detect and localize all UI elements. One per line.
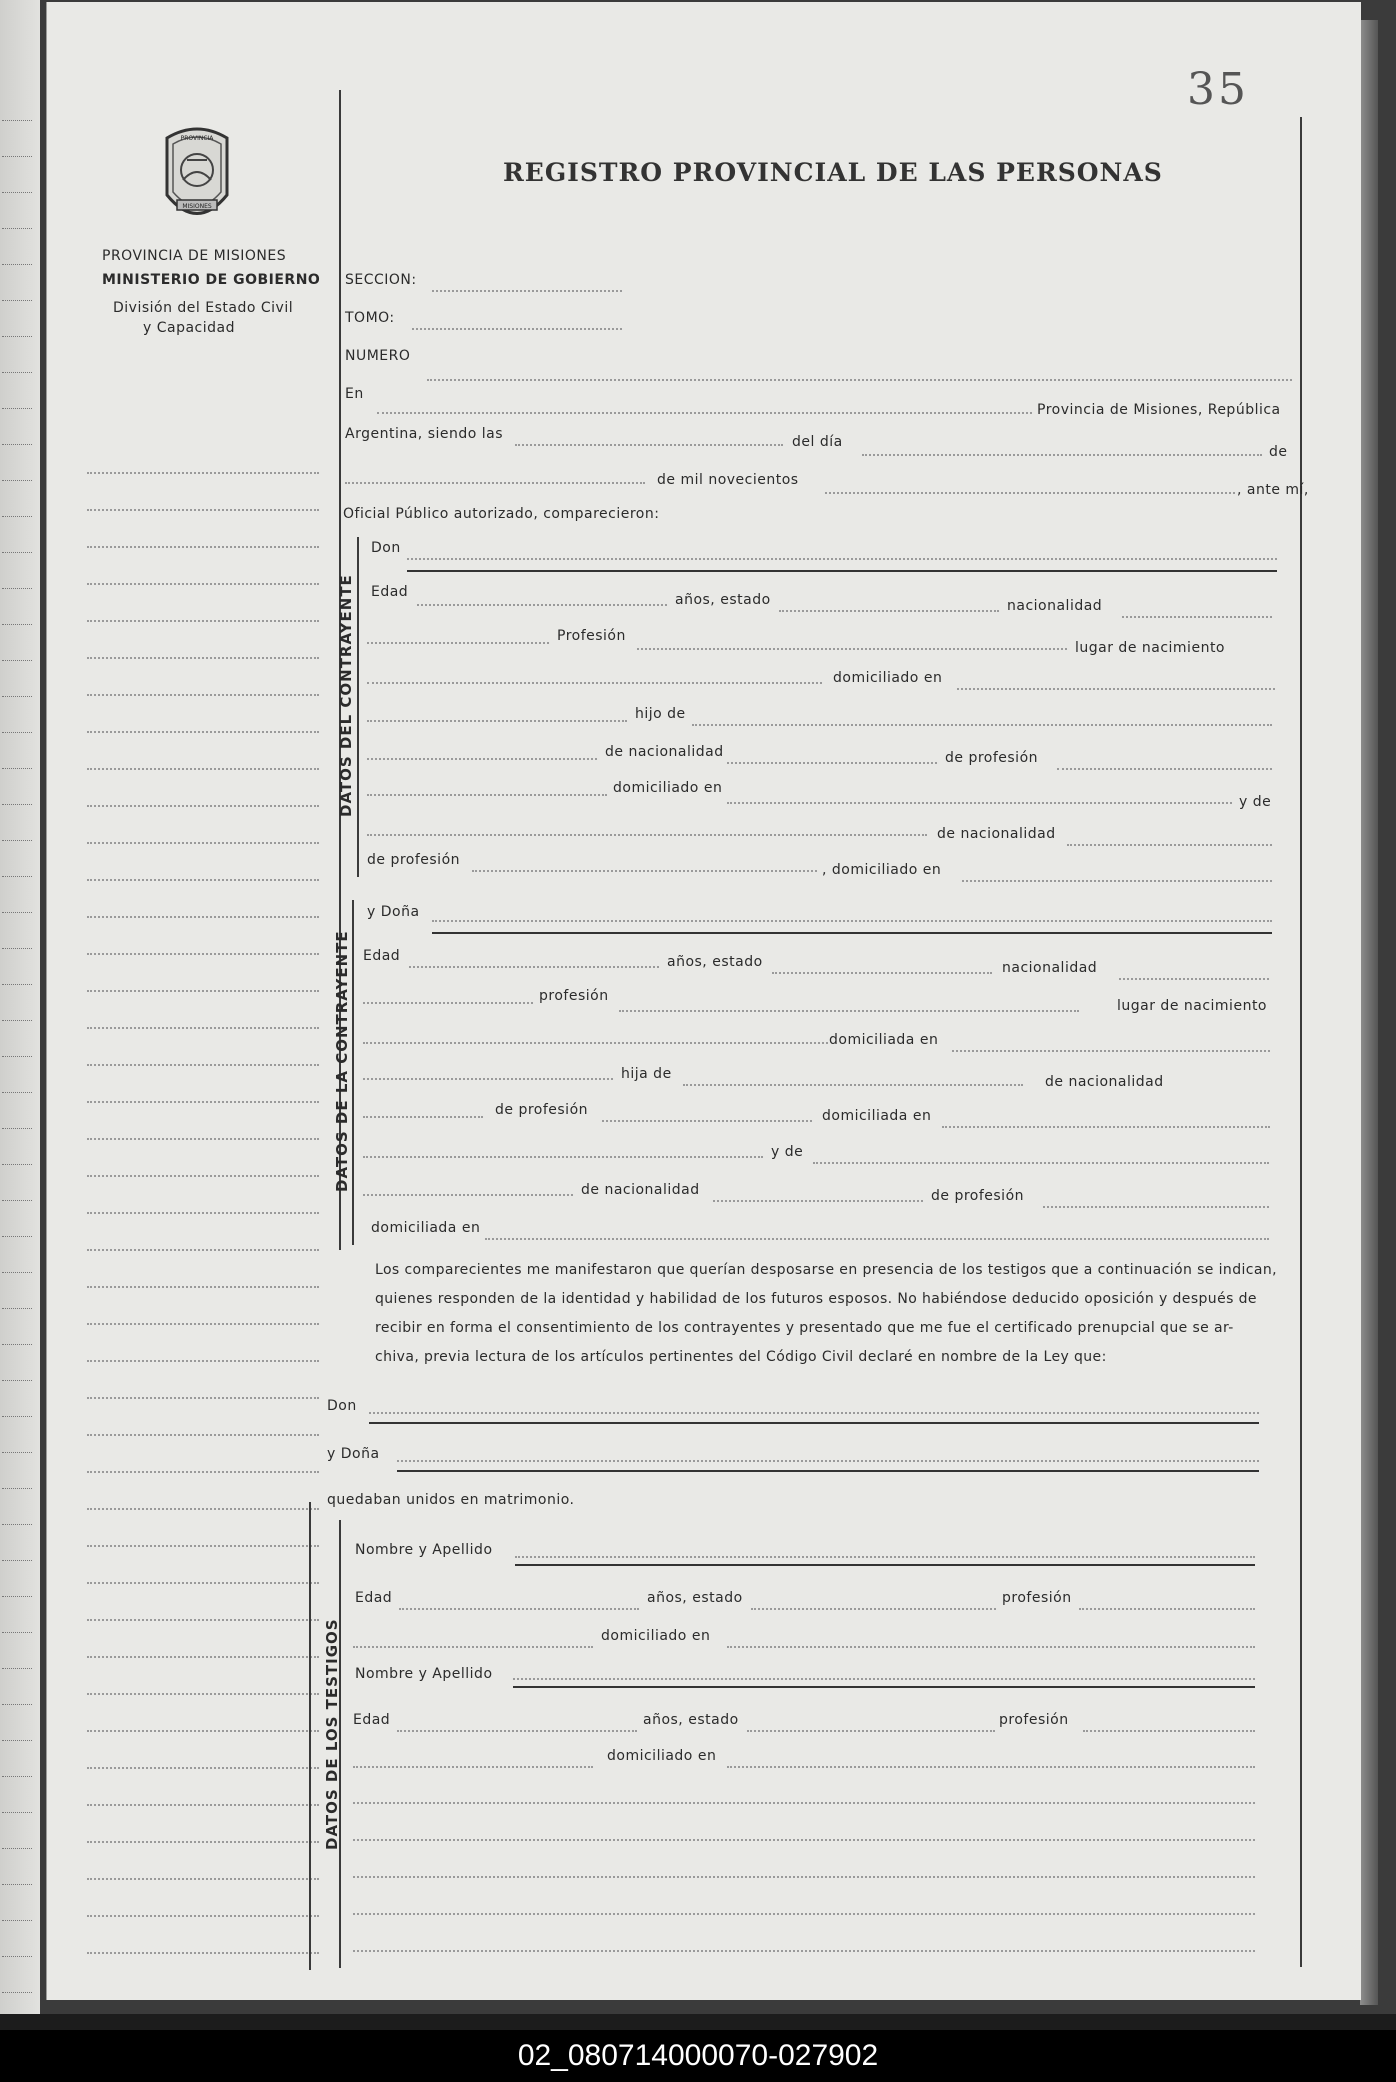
adjacent-line [2,1380,32,1381]
declaration-line-1: Los comparecientes me manifestaron que querían desposarse en presencia de los testigos que a continuación se indican, [375,1262,1277,1278]
adjacent-line [2,1344,32,1345]
adjacent-line [2,192,32,193]
header-ministry: MINISTERIO DE GOBIERNO [102,272,321,288]
label-de-nac: de nacionalidad [605,744,724,760]
field-lugar-f[interactable] [363,1042,828,1044]
adjacent-line [2,1740,32,1741]
field-estado1[interactable] [751,1608,996,1610]
field-padre-f-nac[interactable] [363,1116,483,1118]
label-anos1: años, estado [647,1590,743,1606]
seal-text-bottom: MISIONES [182,203,212,210]
label-domiciliada3: domiciliada en [371,1220,481,1236]
field-padre-f-x[interactable] [363,1156,763,1158]
declaration-line-3: recibir en forma el consentimiento de los contrayentes y presentado que me fue el certificado prenupcial que se ar- [375,1320,1234,1336]
adjacent-line [2,912,32,913]
header-division: División del Estado Civil [113,300,294,316]
label-ante-mi: , ante mí, [1237,482,1309,498]
field-padre-f-dom[interactable] [942,1126,1270,1128]
margin-line [87,1286,319,1288]
label-anos2: años, estado [643,1712,739,1728]
label-prof2: profesión [999,1712,1069,1728]
adjacent-line [2,228,32,229]
field-domicilio[interactable] [957,688,1275,690]
margin-line [87,1693,319,1695]
label-quedaban: quedaban unidos en matrimonio. [327,1492,575,1508]
adjacent-line [2,1092,32,1093]
adjacent-line [2,1524,32,1525]
adjacent-line [2,984,32,985]
field-estado2[interactable] [747,1730,995,1732]
field-madre[interactable] [367,834,927,836]
adjacent-line [2,300,32,301]
field-padre[interactable] [692,724,1272,726]
field-madre-nac[interactable] [1067,844,1272,846]
adjacent-line [2,804,32,805]
rule-dona [432,932,1272,934]
adjacent-line [2,660,32,661]
adjacent-line [2,156,32,157]
field-edad[interactable] [417,604,667,606]
margin-line [87,1138,319,1140]
adjacent-line [2,732,32,733]
margin-line [87,731,319,733]
testigos-extra-line [353,1950,1255,1952]
field-padre-f-prof[interactable] [602,1120,812,1122]
adjacent-line [2,1236,32,1237]
testigos-extra-line [353,1802,1255,1804]
margin-line [87,1249,319,1251]
label-de-prof2-f: de profesión [931,1188,1025,1204]
adjacent-line [2,1596,32,1597]
adjacent-line [2,1128,32,1129]
adjacent-line [2,1272,32,1273]
label-nombre2: Nombre y Apellido [355,1666,493,1682]
testigos-extra-line [353,1913,1255,1915]
rule-don [407,570,1277,572]
adjacent-line [2,696,32,697]
adjacent-line [2,1056,32,1057]
label-edad2: Edad [353,1712,391,1728]
adjacent-page-edge [0,0,40,2015]
field-seccion[interactable] [432,290,622,292]
margin-line [87,1175,319,1177]
label-edad1: Edad [355,1590,393,1606]
margin-line [87,472,319,474]
field-estado[interactable] [779,610,999,612]
adjacent-line [2,1956,32,1957]
adjacent-line [2,876,32,877]
label-en: En [345,386,364,402]
field-domicilio-f[interactable] [952,1050,1270,1052]
contrayente-rule [357,537,359,877]
field-madre-f-prof[interactable] [1043,1206,1269,1208]
field-tomo[interactable] [412,328,622,330]
adjacent-line [2,408,32,409]
margin-line [87,1434,319,1436]
field-padre-dom[interactable] [727,802,1232,804]
margin-line [87,1360,319,1362]
label-domiciliado: domiciliado en [833,670,943,686]
declaration-line-2: quienes responden de la identidad y habilidad de los futuros esposos. No habiéndose deducido oposición y después de [375,1291,1257,1307]
adjacent-line [2,120,32,121]
label-de: de [1269,444,1288,460]
field-nombre2[interactable] [513,1678,1255,1680]
label-seccion: SECCION: [345,272,417,288]
label-y-de-f: y de [771,1144,804,1160]
label-anos-estado: años, estado [675,592,771,608]
margin-line [87,842,319,844]
header-capacidad: y Capacidad [143,320,235,336]
label-decl-don: Don [327,1398,357,1414]
adjacent-line [2,444,32,445]
margin-line [87,694,319,696]
label-oficial: Oficial Público autorizado, comparecieron: [343,506,660,522]
margin-line [87,805,319,807]
label-domiciliado3: , domiciliado en [822,862,942,878]
label-anos-estado-f: años, estado [667,954,763,970]
adjacent-line [2,336,32,337]
label-lugar-f: lugar de nacimiento [1117,998,1267,1014]
field-nacionalidad[interactable] [1122,616,1272,618]
field-madre-prof[interactable] [472,870,817,872]
margin-line [87,1101,319,1103]
adjacent-line [2,1920,32,1921]
adjacent-line [2,1668,32,1669]
adjacent-line [2,1848,32,1849]
margin-line [87,1323,319,1325]
adjacent-line [2,516,32,517]
margin-line [87,1952,319,1954]
field-padre-prof[interactable] [1057,768,1272,770]
label-profesion-f: profesión [539,988,609,1004]
label-profesion: Profesión [557,628,626,644]
label-tomo: TOMO: [345,310,395,326]
adjacent-line [2,1884,32,1885]
adjacent-line [2,768,32,769]
declaration-text [375,1256,1315,1372]
field-edad-f[interactable] [409,966,659,968]
adjacent-line [2,480,32,481]
adjacent-line [2,264,32,265]
field-prof1[interactable] [1079,1608,1255,1610]
form-page [46,2,1361,2000]
label-de-nac2: de nacionalidad [937,826,1056,842]
contrayente-side-label: DATOS DEL CONTRAYENTE [337,574,355,817]
label-numero: NUMERO [345,348,411,364]
rule-nombre1 [515,1564,1255,1566]
field-dom1[interactable] [727,1646,1255,1648]
field-decl-don[interactable] [369,1412,1259,1414]
field-nac-cont[interactable] [367,642,549,644]
margin-line [87,620,319,622]
adjacent-line [2,1812,32,1813]
margin-line [87,916,319,918]
field-madre-f[interactable] [813,1162,1269,1164]
field-don[interactable] [407,558,1277,560]
adjacent-line [2,1200,32,1201]
field-edad1[interactable] [399,1608,639,1610]
testigos-side-label: DATOS DE LOS TESTIGOS [323,1618,341,1850]
label-edad-f: Edad [363,948,401,964]
scan-id: 02_080714000070-027902 [0,2030,1396,2082]
contrayenta-rule [352,900,354,1245]
margin-line [87,1064,319,1066]
page-number: 35 [1187,64,1249,115]
rule-decl-don [369,1422,1259,1424]
label-prof1: profesión [1002,1590,1072,1606]
field-t2-x[interactable] [353,1766,593,1768]
label-del-dia: del día [792,434,843,450]
field-padre-x[interactable] [367,794,607,796]
adjacent-line [2,372,32,373]
adjacent-line [2,1164,32,1165]
label-de-nac2-f: de nacionalidad [581,1182,700,1198]
rule-decl-dona [397,1470,1259,1472]
field-lugar[interactable] [367,682,822,684]
field-prof2[interactable] [1083,1730,1255,1732]
field-dom-cont[interactable] [367,720,627,722]
margin-line [87,1878,319,1880]
adjacent-line [2,1416,32,1417]
margin-line [87,1397,319,1399]
adjacent-line [2,1632,32,1633]
adjacent-line [2,1704,32,1705]
label-nombre1: Nombre y Apellido [355,1542,493,1558]
field-dom2[interactable] [727,1766,1255,1768]
label-don: Don [371,540,401,556]
field-en[interactable] [377,412,1032,414]
field-hora[interactable] [515,444,783,446]
label-domiciliada2: domiciliada en [822,1108,932,1124]
label-nacionalidad: nacionalidad [1007,598,1103,614]
field-madre-f-dom[interactable] [485,1238,1269,1240]
document-title: REGISTRO PROVINCIAL DE LAS PERSONAS [503,158,1163,187]
label-de-prof-f: de profesión [495,1102,589,1118]
field-padre-cont[interactable] [367,758,597,760]
field-profesion-f[interactable] [619,1010,1079,1012]
adjacent-line [2,1488,32,1489]
label-lugar: lugar de nacimiento [1075,640,1225,656]
label-y-de: y de [1239,794,1272,810]
right-rule [1300,117,1302,1967]
label-nacionalidad-f: nacionalidad [1002,960,1098,976]
rule-nombre2 [513,1686,1255,1688]
label-dom2: domiciliado en [607,1748,717,1764]
declaration-line-4: chiva, previa lectura de los artículos pertinentes del Código Civil declaré en nombre de la Ley que: [375,1349,1107,1365]
field-edad2[interactable] [397,1730,637,1732]
testigos-extra-line [353,1876,1255,1878]
field-anio[interactable] [825,492,1235,494]
field-madre-f-x[interactable] [363,1194,573,1196]
margin-line [87,1730,319,1732]
field-nac-f-cont[interactable] [363,1002,533,1004]
margin-line [87,1656,319,1658]
label-edad: Edad [371,584,409,600]
margin-line [87,768,319,770]
margin-line [87,583,319,585]
margin-line [87,1545,319,1547]
label-decl-dona: y Doña [327,1446,380,1462]
margin-line [87,990,319,992]
margin-line [87,546,319,548]
field-padre-nac[interactable] [727,762,937,764]
margin-line [87,1915,319,1917]
field-decl-dona[interactable] [397,1460,1259,1462]
margin-line [87,1508,319,1510]
margin-line [87,1767,319,1769]
field-madre-dom[interactable] [962,880,1272,882]
margin-line [87,1212,319,1214]
header-province: PROVINCIA DE MISIONES [102,248,287,264]
seal-text-top: PROVINCIA [180,135,214,142]
label-domiciliado2: domiciliado en [613,780,723,796]
margin-line [87,1582,319,1584]
margin-line [87,1027,319,1029]
adjacent-line [2,948,32,949]
adjacent-line [2,624,32,625]
margin-line [87,1619,319,1621]
label-de-prof: de profesión [945,750,1039,766]
margin-line [87,1804,319,1806]
label-dona: y Doña [367,904,420,920]
margin-line [87,879,319,881]
adjacent-line [2,1452,32,1453]
field-madre-f-nac[interactable] [713,1200,923,1202]
label-hijo: hijo de [635,706,686,722]
label-hija: hija de [621,1066,672,1082]
adjacent-line [2,588,32,589]
adjacent-line [2,552,32,553]
margin-line [87,1841,319,1843]
field-mes[interactable] [345,482,645,484]
label-provincia: Provincia de Misiones, República [1037,402,1281,418]
label-mil: de mil novecientos [657,472,799,488]
margin-line [87,509,319,511]
field-nombre1[interactable] [515,1556,1255,1558]
label-de-nac-f: de nacionalidad [1045,1074,1164,1090]
adjacent-line [2,840,32,841]
adjacent-line [2,1560,32,1561]
margin-line [87,1471,319,1473]
field-profesion[interactable] [637,648,1067,650]
book-edge [1360,20,1378,2005]
adjacent-line [2,1308,32,1309]
adjacent-line [2,1992,32,1993]
label-dom1: domiciliado en [601,1628,711,1644]
field-padre-f[interactable] [683,1084,1023,1086]
field-t1-x[interactable] [353,1646,593,1648]
label-argentina: Argentina, siendo las [345,426,504,442]
testigos-extra-line [353,1839,1255,1841]
label-de-prof2: de profesión [367,852,461,868]
field-dona[interactable] [432,920,1272,922]
contrayenta-side-label: DATOS DE LA CONTRAYENTE [333,930,351,1192]
main-rule-bottom [309,1502,311,1970]
adjacent-line [2,1776,32,1777]
margin-line [87,657,319,659]
field-dom-f-cont[interactable] [363,1078,613,1080]
field-nacionalidad-f[interactable] [1119,978,1269,980]
label-domiciliada: domiciliada en [829,1032,939,1048]
provincial-seal [157,120,237,232]
field-dia[interactable] [862,454,1262,456]
field-estado-f[interactable] [772,972,992,974]
adjacent-line [2,1020,32,1021]
margin-line [87,953,319,955]
field-numero[interactable] [427,379,1292,381]
